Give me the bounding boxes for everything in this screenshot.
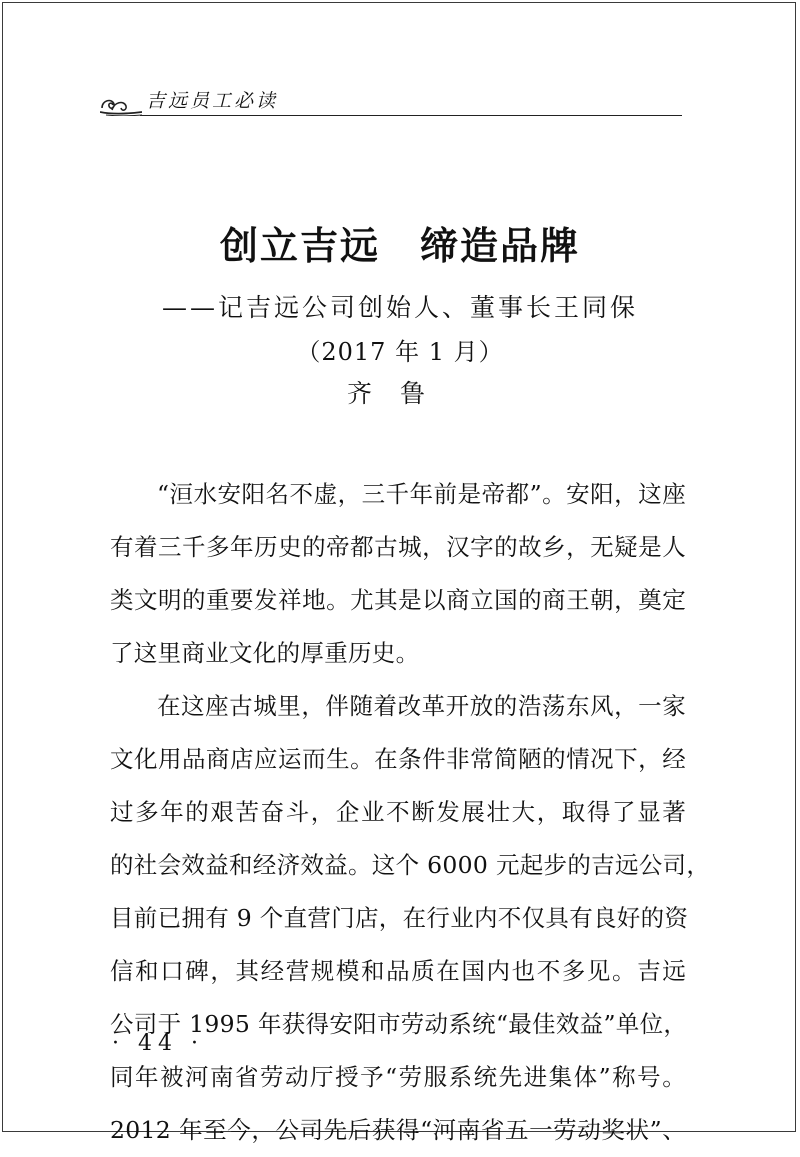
paragraph-line: 文化用品商店应运而生。在条件非常简陋的情况下，经 [110,745,686,773]
paragraph-line: 2012 年至今，公司先后获得“河南省五一劳动奖状”、 [110,1116,686,1144]
paragraph-line: 信和口碑，其经营规模和品质在国内也不多见。吉远 [110,957,686,985]
article-title: 创立吉远 缔造品牌 [219,223,580,268]
header-rule [140,115,682,116]
page-number: · 44 · [112,1031,204,1056]
paragraph-line: 的社会效益和经济效益。这个 6000 元起步的吉远公司， [110,851,711,879]
paragraph-line: 有着三千多年历史的帝都古城，汉字的故乡，无疑是人 [110,533,686,561]
paragraph-line: 公司于 1995 年获得安阳市劳动系统“最佳效益”单位， [110,1010,688,1038]
paragraph-line: 过多年的艰苦奋斗，企业不断发展壮大，取得了显著 [110,798,686,826]
paragraph-line: “洹水安阳名不虚，三千年前是帝都”。安阳，这座 [157,480,686,508]
article-author: 齐鲁 [346,379,453,408]
cloud-ornament-icon [100,92,142,116]
article-date: （2017 年 1 月） [296,338,504,366]
article-subtitle: ——记吉远公司创始人、董事长王同保 [161,293,638,322]
paragraph-line: 在这座古城里，伴随着改革开放的浩荡东风，一家 [157,692,686,720]
running-header [100,86,682,120]
paragraph-line: 类文明的重要发祥地。尤其是以商立国的商王朝，奠定 [110,586,686,614]
paragraph-line: 同年被河南省劳动厅授予“劳服系统先进集体”称号。 [110,1063,686,1091]
running-header-title: 吉远员工必读 [146,90,279,112]
paragraph-line: 了这里商业文化的厚重历史。 [110,639,420,667]
paragraph-line: 目前已拥有 9 个直营门店，在行业内不仅具有良好的资 [110,904,689,932]
